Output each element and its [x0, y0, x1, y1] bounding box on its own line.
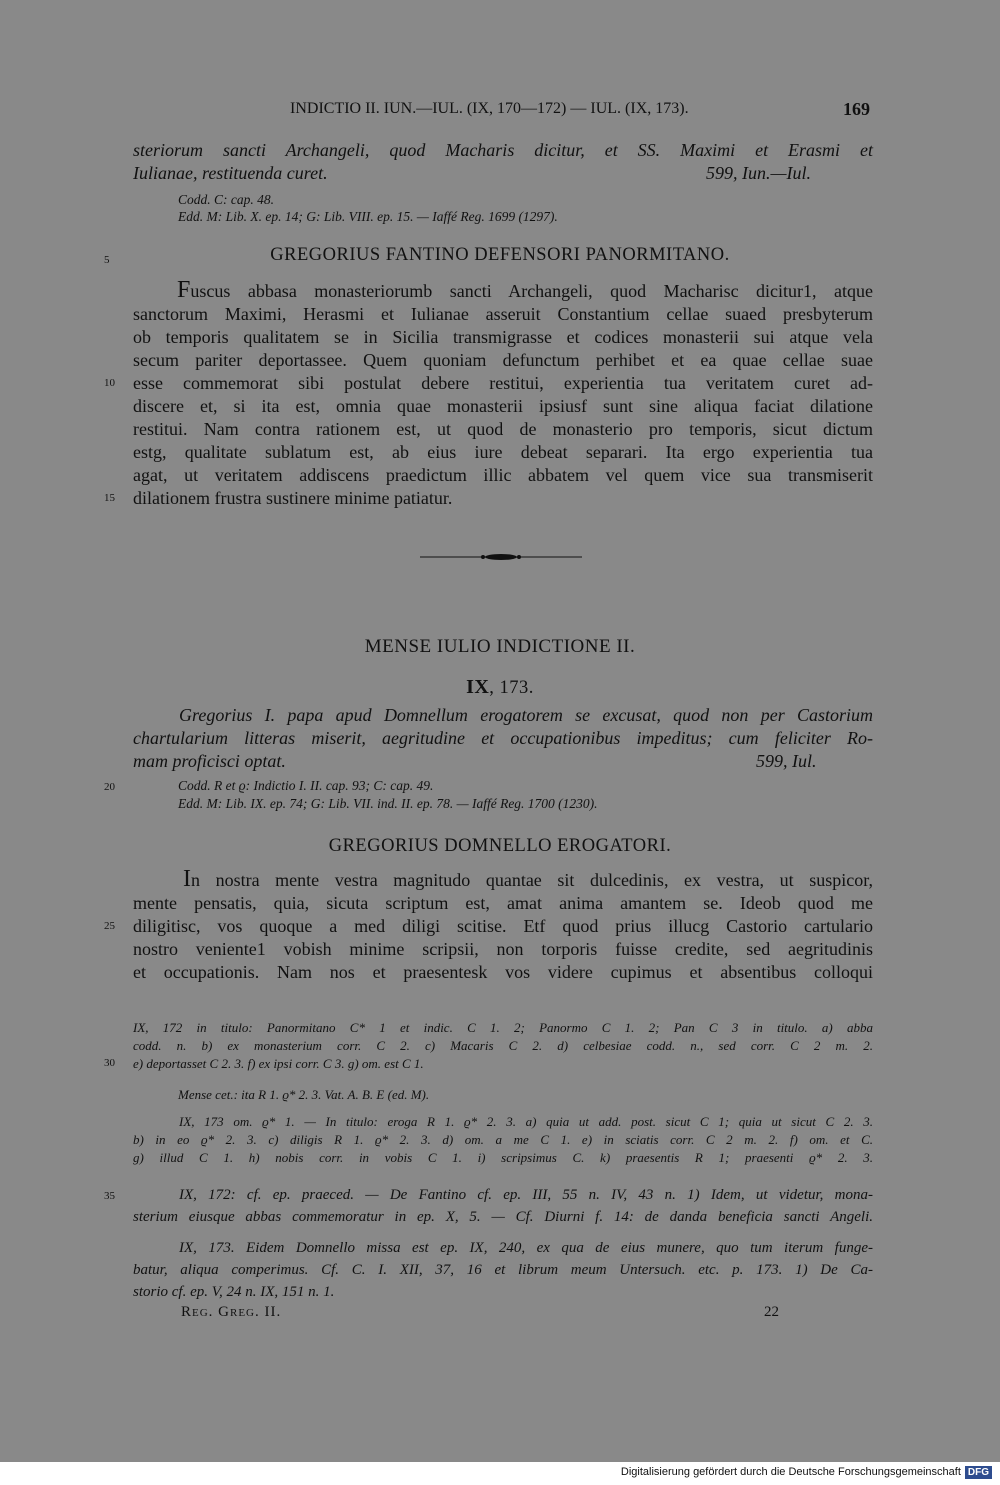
summary-line	[133, 750, 873, 773]
line-number: 10	[104, 377, 115, 389]
letter-line: estg, qualitate sublatum est, ab eius iure debeat separari. Ita ergo experientia tua	[133, 442, 873, 462]
apparatus-line: Mense cet.: ita R 1. ϱ* 2. 3. Vat. A. B. E (ed. M).	[178, 1087, 430, 1102]
apparatus-line	[133, 1113, 873, 1131]
line-number: 35	[104, 1190, 115, 1202]
letter-line: ob temporis qualitatem se in Sicilia transmigrasse et codices monasterii sui atque vela	[133, 327, 873, 347]
apparatus-line: g) illud C 1. h) nobis corr. in vobis C 1. i) scripsimus C. k) praesentis R 1; praesenti ϱ* 2. 3.	[133, 1150, 873, 1165]
letter-line: restitui. Nam contra rationem est, ut quod de monasterio pro temporis, sicut dictum	[133, 419, 873, 439]
line-number: 30	[104, 1057, 115, 1069]
summary-text: Iulianae, restituenda curet.	[133, 163, 328, 183]
letter-number	[0, 676, 1000, 699]
letter-heading: GREGORIUS DOMNELLO EROGATORI.	[328, 836, 672, 856]
line-number: 20	[104, 781, 115, 793]
apparatus-line: e) deportasset C 2. 3. f) ex ipsi corr. C 3. g) om. est C 1.	[133, 1056, 424, 1071]
commentary-line: storio cf. ep. V, 24 n. IX, 151 n. 1.	[133, 1284, 335, 1300]
initial-letter: I	[183, 866, 191, 892]
summary-line: steriorum sancti Archangeli, quod Macharis dicitur, et SS. Maximi et Erasmi et	[133, 140, 873, 160]
commentary-line	[133, 1237, 873, 1260]
letter-text: uscus abbasa monasteriorumb sancti Archangeli, quod Macharisc dicitur1, atque	[190, 281, 873, 301]
letter-line: sanctorum Maximi, Herasmi et Iulianae asseruit Constantium cellae suaed presbyterum	[133, 304, 873, 324]
letter-line: dilationem frustra sustinere minime patiatur.	[133, 488, 453, 508]
letter-line: nostro veniente1 vobish minime scripsii, non torporis fuisse credite, sed aegritudinis	[133, 939, 873, 959]
letter-text: n nostra mente vestra magnitudo quantae sit dulcedinis, ex vestra, ut suspicor,	[191, 870, 873, 890]
digitization-bar	[0, 1462, 1000, 1485]
letter-number-bold: IX	[466, 676, 490, 698]
codd-line: Codd. C: cap. 48.	[178, 192, 274, 207]
letter-line: esse commemorat sibi postulat debere restitui, experientia tua veritatem curet ad-	[133, 373, 873, 393]
summary-date: 599, Iun.—Iul.	[706, 163, 811, 183]
commentary-line	[133, 1184, 873, 1207]
ornament-divider	[420, 551, 582, 563]
summary-line: chartularium litteras miserit, aegritudine et occupationibus impeditus; cum feliciter Ro-	[133, 728, 873, 748]
initial-letter: F	[177, 277, 191, 303]
letter-number-rest: , 173.	[489, 678, 534, 698]
commentary-line: batur, aliqua comperimus. Cf. C. I. XII, 37, 16 et librum meum Untersuch. etc. p. 173. 1) De Ca-	[133, 1262, 873, 1278]
line-number: 25	[104, 920, 115, 932]
digitization-credit	[621, 1466, 992, 1478]
summary-date: 599, Iul.	[756, 751, 817, 771]
apparatus-line: IX, 172 in titulo: Panormitano C* 1 et indic. C 1. 2; Panormo C 1. 2; Pan C 3 in titulo. a) abba	[133, 1020, 873, 1035]
letter-line	[133, 277, 873, 303]
codd-line: Codd. R et ϱ: Indictio I. II. cap. 93; C: cap. 49.	[178, 778, 434, 793]
letter-line	[133, 866, 873, 892]
line-number: 5	[104, 254, 110, 266]
commentary-line: sterium eiusque abbas commemoratur in ep. X, 5. — Cf. Diurni f. 14: de danda beneficia sancti Angeli.	[133, 1209, 873, 1225]
letter-heading: GREGORIUS FANTINO DEFENSORI PANORMITANO.	[270, 245, 730, 265]
line-number: 15	[104, 492, 115, 504]
apparatus-text: IX, 173 om. ϱ* 1. — In titulo: eroga R 1. ϱ* 2. 3. a) quia ut add. post. sicut C 1; quia ut sicut C 2. 3.	[179, 1114, 873, 1129]
signature-mark: Reg. Greg. II.	[181, 1304, 282, 1320]
commentary-text: IX, 172: cf. ep. praeced. — De Fantino cf. ep. III, 55 n. IV, 43 n. 1) Idem, ut videtur, mona-	[179, 1187, 873, 1203]
letter-line: agat, ut veritatem addiscens praedictum illic abbatem vel quem vice sua transmiserit	[133, 465, 873, 485]
digitization-text: Digitalisierung gefördert durch die Deutsche Forschungsgemeinschaft	[620, 1466, 961, 1478]
letter-line: discere et, si ita est, omnia quae monasterii ipsiusf sunt sine aliqua faciat dilatione	[133, 396, 873, 416]
dfg-logo: DFG	[965, 1466, 992, 1479]
summary-text: Gregorius I. papa apud Domnellum erogatorem se excusat, quod non per Castorium	[179, 705, 873, 725]
summary-text: mam proficisci optat.	[133, 751, 286, 771]
sheet-number: 22	[764, 1304, 779, 1320]
apparatus-line: b) in eo ϱ* 2. 3. c) diligis R 1. ϱ* 2. 3. d) om. a me C 1. e) in sciatis corr. C 2 m. 2. f) om. et C.	[133, 1132, 873, 1147]
running-head	[290, 100, 689, 118]
edd-line: Edd. M: Lib. IX. ep. 74; G: Lib. VII. ind. II. ep. 78. — Iaffé Reg. 1700 (1230).	[178, 796, 598, 811]
edd-line: Edd. M: Lib. X. ep. 14; G: Lib. VIII. ep. 15. — Iaffé Reg. 1699 (1297).	[178, 209, 558, 224]
apparatus-line: codd. n. b) ex monasterium corr. C 2. c) Macaris C 2. d) celbesiae codd. n., sed corr. C 2 m. 2.	[133, 1038, 873, 1053]
letter-line: diligitisc, vos quoque a med diligi scitise. Etf quod prius illucg Castorio cartulario	[133, 916, 873, 936]
running-head-title: INDICTIO II. IUN.—IUL. (IX, 170—172) — IUL. (IX, 173).	[290, 100, 689, 117]
page-number: 169	[843, 99, 870, 119]
summary-line	[133, 704, 873, 727]
summary-line	[133, 162, 873, 185]
letter-line: et occupationis. Nam nos et praesentesk vos videre cupimus et absentibus colloqui	[133, 962, 873, 982]
section-title: MENSE IULIO INDICTIONE II.	[364, 636, 636, 657]
commentary-text: IX, 173. Eidem Domnello missa est ep. IX, 240, ex qua de eius munere, quo tum iterum funge-	[179, 1240, 873, 1256]
letter-line: secum pariter deportassee. Quem quoniam defunctum perhibet et ea quae cellae suae	[133, 350, 873, 370]
letter-line: mente pensatis, quia, sicuta scriptum est, amat anima amantem se. Ideob quod me	[133, 893, 873, 913]
